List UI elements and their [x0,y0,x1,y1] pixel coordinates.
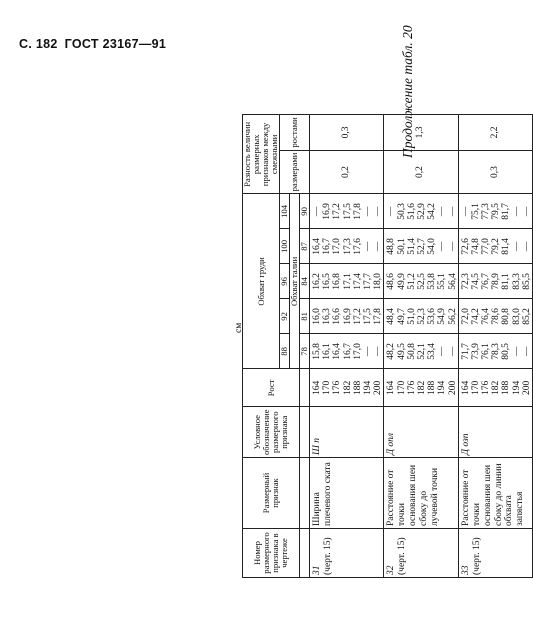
row-number-cell [384,529,458,578]
table-value: 17,8 [352,203,363,220]
row-ref: (черт. 15) [397,537,408,575]
row-values-cell [458,299,532,334]
row-number: 31 [312,565,323,575]
table-value: 74,8 [470,238,481,255]
table-value: 72,6 [460,238,471,255]
unit-label: см [234,322,244,333]
table-value: — [312,206,323,217]
diff-sizes-cell [384,150,458,194]
table-value: — [511,206,522,217]
chest-value: 92 [280,299,290,334]
table-value: 85,5 [521,273,532,290]
table-value: 17,2 [332,203,343,220]
height-value: 200 [373,380,384,396]
standard-code: ГОСТ 23167—91 [64,37,167,51]
row-values-cell [310,264,384,299]
table-value: 50,1 [396,238,407,255]
height-value: 170 [396,380,407,396]
row-name-cell [384,458,458,529]
table-value: 17,6 [352,238,363,255]
row-number-cell [310,529,384,578]
table-value: 83,3 [511,273,522,290]
table-value: 81,1 [501,273,512,290]
row-values-cell [310,194,384,229]
chest-value: 100 [280,229,290,264]
diff-heights-value: 0,3 [341,126,352,139]
table-value: 76,1 [481,343,492,360]
col-header-waist: Обхват талии [290,194,300,369]
page-label: С. 182 [19,37,58,51]
diff-sizes-value: 0,2 [341,166,352,178]
table-value: 56,2 [447,308,458,325]
height-value: 194 [363,380,374,396]
row-values-cell [384,264,458,299]
table-value: 17,4 [352,273,363,290]
row-values-cell [310,299,384,334]
table-value: 48,6 [386,273,397,290]
table-value: 17,7 [363,273,374,290]
table-value: 81,7 [501,203,512,220]
table-value: 18,0 [373,273,384,290]
blank-cell [300,458,310,529]
table-value: 52,5 [416,273,427,290]
table-value: — [437,241,448,252]
height-value: 170 [470,380,481,396]
height-value: 188 [427,380,438,396]
row-name-cell [458,458,532,529]
table-value: 56,4 [447,273,458,290]
table-value: 78,9 [491,273,502,290]
height-value: 200 [447,380,458,396]
table-value: 16,0 [312,308,323,325]
height-value: 170 [322,380,333,396]
waist-value: 84 [300,264,310,299]
height-value: 182 [491,380,502,396]
table-value: — [511,346,522,357]
row-name: Ширина плечевого ската [312,462,334,526]
table-value: 54,2 [427,203,438,220]
col-header-chest: Обхват груди [243,194,280,369]
table-value: — [447,346,458,357]
table-value: 48,2 [386,343,397,360]
height-value: 182 [416,380,427,396]
height-value: 188 [501,380,512,396]
table-value: — [460,206,471,217]
row-heights-cell [384,369,458,407]
table-value: 16,6 [332,308,343,325]
table-value: 17,3 [342,238,353,255]
row-number: 32 [386,565,397,575]
waist-value: 81 [300,299,310,334]
table-value: 74,2 [470,308,481,325]
height-value: 176 [481,380,492,396]
table-value: 51,0 [406,308,417,325]
table-value: 16,4 [332,343,343,360]
table-body [310,115,533,578]
row-symbol-cell [384,407,458,458]
row-symbol: Д озп [460,433,471,455]
col-header-symbol: Условное обозначение размерного признака [243,407,300,458]
table-value: 77,3 [481,203,492,220]
diff-sizes-cell [310,150,384,194]
row-values-cell [458,229,532,264]
table-value: 50,8 [406,343,417,360]
table-value: 17,5 [342,203,353,220]
table-value: 78,6 [491,308,502,325]
height-value: 182 [342,380,353,396]
table-value: 16,9 [322,203,333,220]
row-symbol: Ш п [312,437,323,455]
table-value: — [521,241,532,252]
table-value: 76,4 [481,308,492,325]
table-value: 16,1 [322,343,333,360]
col-header-diff-sizes: размерами [280,150,310,194]
row-ref: (черт. 15) [323,537,334,575]
row-values-cell [310,334,384,369]
table-value: 54,9 [437,308,448,325]
diff-sizes-cell [458,150,532,194]
row-symbol: Д опл [386,432,397,455]
diff-heights-cell [384,115,458,150]
table-value: 51,6 [406,203,417,220]
row-values-cell [384,334,458,369]
waist-value: 78 [300,334,310,369]
waist-value: 87 [300,229,310,264]
table-value: 48,4 [386,308,397,325]
table-value: 49,5 [396,343,407,360]
table-value: 76,7 [481,273,492,290]
row-values-cell [458,194,532,229]
table-value: 16,5 [322,273,333,290]
table-value: 17,2 [352,308,363,325]
row-number-cell [458,529,532,578]
table-value: 77,0 [481,238,492,255]
table-value: 79,5 [491,203,502,220]
table-value: 52,7 [416,238,427,255]
blank-cell [300,369,310,407]
blank-cell [300,407,310,458]
table-value: 16,7 [322,238,333,255]
table-value: 51,2 [406,273,417,290]
height-value: 164 [312,380,323,396]
table-value: 48,8 [386,238,397,255]
height-value: 194 [437,380,448,396]
height-value: 176 [332,380,343,396]
table-row [310,115,384,578]
height-value: 164 [386,380,397,396]
table-value: 73,9 [470,343,481,360]
row-name-cell [310,458,384,529]
table-value: 74,5 [470,273,481,290]
table-value: 85,2 [521,308,532,325]
table-value: 17,8 [373,308,384,325]
col-header-diff: Разность величин размерных признаков между смежными [243,115,280,194]
table-value: 49,9 [396,273,407,290]
row-symbol-cell [458,407,532,458]
table-value: 49,7 [396,308,407,325]
table-row [384,115,458,578]
table-value: 53,6 [427,308,438,325]
row-ref: (черт. 15) [471,537,482,575]
table-value: — [437,206,448,217]
blank-cell [300,529,310,578]
table-value: — [521,346,532,357]
row-values-cell [458,264,532,299]
table-value: 17,5 [363,308,374,325]
table-value: 16,7 [342,343,353,360]
table-value: 16,3 [322,308,333,325]
table-value: 17,0 [332,238,343,255]
table-value: 81,4 [501,238,512,255]
table-value: 83,0 [511,308,522,325]
table-value: 52,3 [416,308,427,325]
table-value: 80,8 [501,308,512,325]
table-value: 72,0 [460,308,471,325]
diff-heights-value: 1,3 [415,126,426,139]
table-value: — [363,206,374,217]
row-symbol-cell [310,407,384,458]
chest-value: 88 [280,334,290,369]
col-header-number: Номер размерного признака в чертеже [243,529,300,578]
chest-value: 104 [280,194,290,229]
diff-heights-cell [458,115,532,150]
row-values-cell [384,299,458,334]
diff-heights-cell [310,115,384,150]
table-value: 71,7 [460,343,471,360]
table-value: 78,3 [491,343,502,360]
table-value: — [511,241,522,252]
row-values-cell [384,229,458,264]
chest-value: 96 [280,264,290,299]
table-value: 50,3 [396,203,407,220]
height-value: 194 [511,380,522,396]
row-values-cell [310,229,384,264]
row-name: Расстояние от точки основания шеи сбоку до линии обхвата запястья [460,463,526,526]
table-value: — [373,241,384,252]
table-value: 53,8 [427,273,438,290]
continuation-label: Продолжение табл. 20 [400,25,415,158]
table-value: 54,0 [427,238,438,255]
table-value: — [447,206,458,217]
row-number: 33 [460,565,471,575]
waist-value: 90 [300,194,310,229]
table-row [458,115,532,578]
table-value: 52,9 [416,203,427,220]
diff-sizes-value: 0,3 [489,166,500,178]
table-value: 80,5 [501,343,512,360]
row-heights-cell [458,369,532,407]
height-value: 200 [521,380,532,396]
table-value: 51,4 [406,238,417,255]
row-heights-cell [310,369,384,407]
table-value: 75,1 [470,203,481,220]
table-value: 55,1 [437,273,448,290]
table-value: — [386,206,397,217]
table-value: — [373,346,384,357]
table-value: 16,8 [332,273,343,290]
table-value: 72,3 [460,273,471,290]
row-values-cell [458,334,532,369]
table-value: 16,4 [312,238,323,255]
table-value: — [363,346,374,357]
table-value: — [373,206,384,217]
col-header-height: Рост [243,369,300,407]
height-value: 188 [352,380,363,396]
col-header-name: Размерный признак [243,458,300,529]
height-value: 164 [460,380,471,396]
height-value: 176 [406,380,417,396]
table-value: 52,1 [416,343,427,360]
table-value: — [437,346,448,357]
row-name: Расстояние от точки основания шеи сбоку до лучевой точки [386,464,441,526]
table-value: 16,9 [342,308,353,325]
table-value: — [447,241,458,252]
table-value: 17,0 [352,343,363,360]
table-value: 16,2 [312,273,323,290]
table-value: 15,8 [312,343,323,360]
diff-heights-value: 2,2 [489,126,500,139]
size-table [242,114,533,578]
table-value: 17,1 [342,273,353,290]
table-value: 79,2 [491,238,502,255]
table-value: 53,4 [427,343,438,360]
table-value: — [363,241,374,252]
table-value: — [521,206,532,217]
col-header-diff-heights: ростами [280,115,310,150]
diff-sizes-value: 0,2 [415,166,426,178]
row-values-cell [384,194,458,229]
